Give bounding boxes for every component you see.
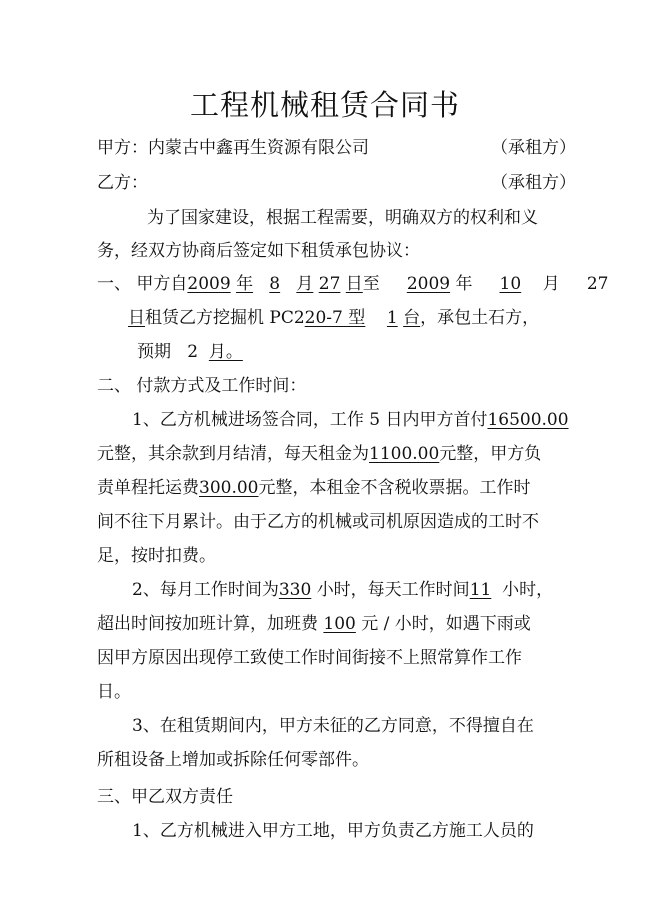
s2-p1-line-1 bbox=[132, 409, 569, 431]
s2-p2-text-b: 小时，每天工作时间 bbox=[316, 580, 470, 600]
overtime-fee: 100 bbox=[323, 614, 356, 634]
party-a-name: 内蒙古中鑫再生资源有限公司 bbox=[148, 138, 369, 158]
s2-p2-text-c: 小时， bbox=[502, 580, 554, 600]
clause-1-line-1 bbox=[97, 273, 608, 295]
section-2-heading: 二、 付款方式及工作时间： bbox=[97, 376, 307, 396]
clause-1-prefix: 一、 甲方自 bbox=[97, 274, 188, 294]
document-title: 工程机械租赁合同书 bbox=[189, 88, 460, 122]
end-year: 2009 bbox=[406, 274, 451, 294]
month-label: 月 bbox=[296, 274, 314, 294]
first-payment-amount: 16500.00 bbox=[487, 410, 569, 430]
s2-p1-text-c: 元整，甲方负 bbox=[439, 444, 542, 464]
daily-hours: 11 bbox=[469, 580, 492, 600]
clause-1-line-3 bbox=[137, 341, 243, 363]
s2-p1-text-b: 元整，其余款到月结清，每天租金为 bbox=[97, 444, 369, 464]
s2-p2-text-a: 2、每月工作时间为 bbox=[132, 580, 279, 600]
day-label: 日 bbox=[345, 274, 363, 294]
s2-p1-line-2 bbox=[97, 443, 541, 465]
start-year: 2009 bbox=[187, 274, 231, 294]
s2-p1-line-3 bbox=[97, 477, 530, 499]
s2-p2-line-3: 因甲方原因出现停工致使工作时间街接不上照常算作工作 bbox=[97, 648, 522, 668]
monthly-hours: 330 bbox=[278, 580, 312, 600]
section-3-heading: 三、甲乙双方责任 bbox=[97, 787, 233, 807]
year-label: 年 bbox=[236, 274, 254, 294]
end-year-label: 年 bbox=[455, 274, 473, 294]
machine-qty: 1 bbox=[386, 308, 398, 328]
start-day: 27 bbox=[318, 274, 341, 294]
s2-p2-line-2 bbox=[97, 613, 531, 635]
s2-p3-line-2: 所租设备上增加或拆除任何零部件。 bbox=[97, 750, 369, 770]
party-b-line bbox=[97, 172, 148, 194]
end-month-label: 月 bbox=[542, 274, 560, 294]
intro-line-1: 为了国家建设，根据工程需要，明确双方的权利和义 bbox=[147, 208, 538, 228]
s2-p2-line-4: 日。 bbox=[97, 682, 131, 702]
s2-p2-text-d: 超出时间按加班计算，加班费 bbox=[97, 614, 318, 634]
end-day: 27 bbox=[586, 274, 609, 294]
expect-unit: 月。 bbox=[208, 342, 243, 362]
end-month: 10 bbox=[499, 274, 522, 294]
s2-p1-text-e: 元整，本租金不含税收票据。工作时 bbox=[258, 478, 531, 498]
party-b-label: 乙方： bbox=[97, 173, 148, 193]
intro-line-2: 务，经双方协商后签定如下租赁承包协议： bbox=[97, 241, 420, 261]
daily-rent-amount: 1100.00 bbox=[369, 444, 440, 464]
machine-model: 20-7 型 bbox=[304, 308, 366, 328]
transport-fee-amount: 300.00 bbox=[199, 478, 259, 498]
s2-p1-line-5: 足，按时扣费。 bbox=[97, 546, 216, 566]
s2-p3-line-1: 3、在租赁期间内，甲方未征的乙方同意，不得擅自在 bbox=[132, 716, 534, 736]
s2-p2-line-1 bbox=[132, 579, 553, 601]
party-a-line bbox=[97, 137, 369, 159]
clause-1-line-2 bbox=[128, 307, 539, 329]
party-b-role: （承租方） bbox=[491, 173, 576, 193]
expect-label: 预期 bbox=[137, 342, 171, 362]
party-a-role: （承租方） bbox=[491, 138, 576, 158]
work-text: ，承包土石方， bbox=[420, 308, 540, 328]
start-month: 8 bbox=[269, 274, 281, 294]
machine-unit: 台 bbox=[403, 308, 421, 328]
s2-p1-line-4: 间不往下月累计。由于乙方的机械或司机原因造成的工时不 bbox=[97, 512, 539, 532]
s3-p1-line-1: 1、乙方机械进入甲方工地，甲方负责乙方施工人员的 bbox=[132, 821, 534, 841]
s2-p2-text-e: 元 / 小时，如遇下雨或 bbox=[361, 614, 531, 634]
s2-p1-text-a: 1、乙方机械进场签合同，工作 5 日内甲方首付 bbox=[132, 410, 488, 430]
to-label: 至 bbox=[362, 274, 380, 294]
party-a-label: 甲方： bbox=[97, 138, 148, 158]
expect-value: 2 bbox=[187, 342, 199, 362]
s2-p1-text-d: 责单程托运费 bbox=[97, 478, 199, 498]
rent-text: 租赁乙方挖掘机 PC2 bbox=[145, 308, 305, 328]
end-day-label: 日 bbox=[128, 308, 145, 328]
